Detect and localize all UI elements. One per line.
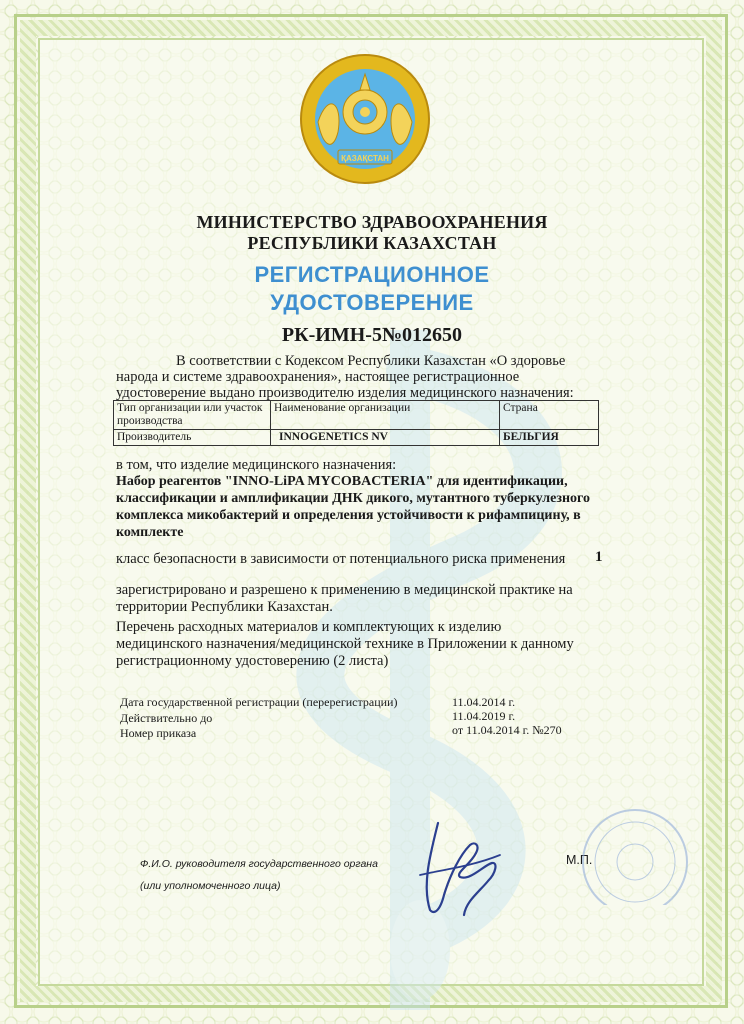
table-header-cell: Наименование организации	[271, 401, 500, 430]
valid-until-value: 11.04.2019 г.	[452, 709, 516, 723]
registered-line-2: территории Республики Казахстан.	[116, 599, 333, 615]
stamp-placeholder-label: М.П.	[566, 853, 593, 867]
table-cell: Производитель	[114, 430, 271, 446]
emblem-label: ҚАЗАҚСТАН	[341, 154, 389, 163]
kazakhstan-emblem	[298, 52, 432, 186]
ministry-line-2: РЕСПУБЛИКИ КАЗАХСТАН	[247, 233, 497, 253]
intro-line-3: удостоверение выдано производителю изделия медицинского назначения:	[116, 385, 574, 401]
table-header-cell: Тип организации или участок производства	[114, 401, 271, 430]
certificate-title-line-1: РЕГИСТРАЦИОННОЕ	[254, 262, 490, 287]
intro-line-1: В соответствии с Кодексом Республики Казахстан «О здоровье	[176, 353, 566, 369]
intro-paragraph	[116, 353, 606, 401]
safety-class-label: класс безопасности в зависимости от потенциального риска применения	[116, 551, 566, 567]
order-number-value: от 11.04.2014 г. №270	[452, 723, 562, 737]
registration-date-label: Дата государственной регистрации (перерегистрации)	[120, 695, 398, 709]
appendix-line-2: медицинского назначения/медицинской технике в Приложении к данному	[116, 636, 574, 652]
safety-class-value: 1	[595, 549, 603, 565]
intro-line-2: народа и системе здравоохранения», настоящее регистрационное	[116, 369, 520, 385]
valid-until-label: Действительно до	[120, 711, 213, 725]
certificate-number: РК-ИМН-5№012650	[281, 324, 463, 346]
table-cell: INNOGENETICS NV	[271, 430, 500, 446]
certificate-title-line-2: УДОСТОВЕРЕНИЕ	[270, 290, 474, 315]
order-number-label: Номер приказа	[120, 726, 197, 740]
table-header-row	[114, 401, 599, 430]
appendix-line-1: Перечень расходных материалов и комплектующих к изделию	[116, 619, 502, 635]
organization-table	[113, 400, 599, 446]
registered-line-1: зарегистрировано и разрешено к применению в медицинской практике на	[116, 582, 573, 598]
appendix-line-3: регистрационному удостоверению (2 листа)	[116, 653, 389, 669]
table-header-cell: Страна	[500, 401, 599, 430]
table-row	[114, 430, 599, 446]
table-cell: БЕЛЬГИЯ	[500, 430, 599, 446]
handwritten-signature	[400, 815, 510, 920]
official-seal-stamp	[555, 800, 695, 905]
authorized-person-label: (или уполномоченного лица)	[140, 880, 281, 892]
head-of-agency-label: Ф.И.О. руководителя государственного органа	[140, 858, 378, 870]
product-name: Набор реагентов "INNO-LiPA MYCOBACTERIA" для идентификации, классификации и амплификации ДНК дикого, мутантного туберкулезного комплекса микобактерий и определения устойчивости к рифампицину, в комплекте	[116, 474, 591, 540]
registration-date-value: 11.04.2014 г.	[452, 695, 516, 709]
ministry-line-1: МИНИСТЕРСТВО ЗДРАВООХРАНЕНИЯ	[196, 212, 548, 232]
product-lead: в том, что изделие медицинского назначения:	[116, 457, 397, 473]
